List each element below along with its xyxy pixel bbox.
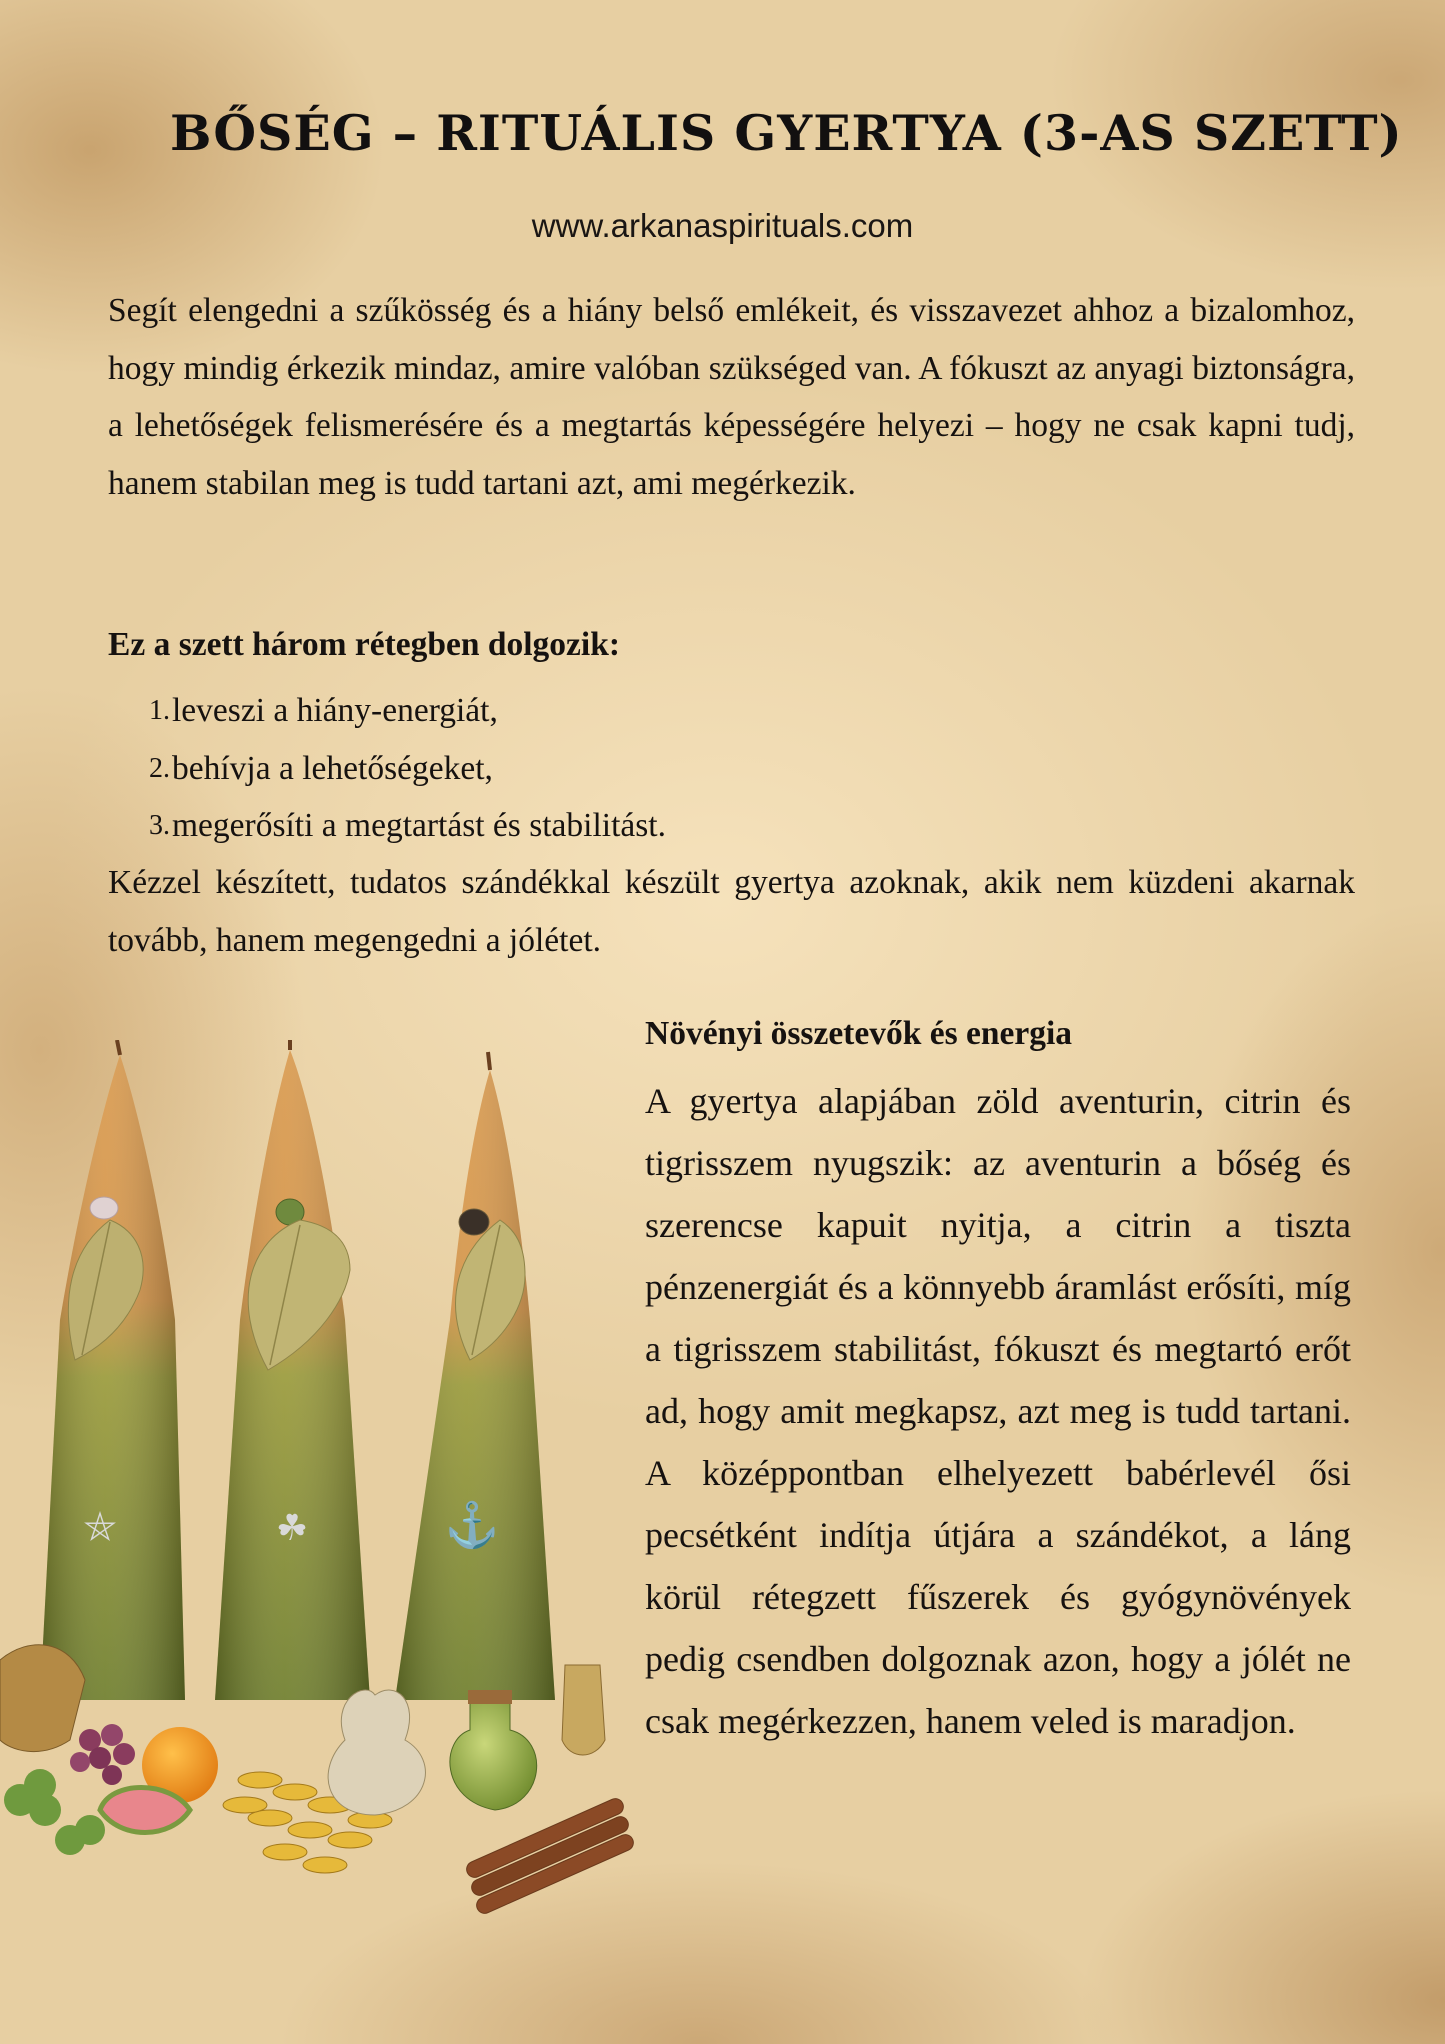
svg-text:⛤: ⛤ <box>84 1504 116 1550</box>
candles-illustration <box>0 1040 640 2040</box>
page-title: BŐSÉG – RITUÁLIS GYERTYA (3-AS SZETT) <box>170 104 1403 162</box>
candle-clover <box>215 1040 370 1700</box>
herbs-paragraph: A gyertya alapjában zöld aventurin, citrin és tigrisszem nyugszik: az aventurin a bőség és szerencse kapuit nyitja, a citrin a tiszta pénzenergiát és a könnyebb áramlást erősíti, míg a tigrisszem stabilitást, fókuszt és megtartó erőt ad, hogy amit megkapsz, azt meg is tudd tartani. A középpontban elhelyezett babérlevél ősi pecsétként indítja útjára a szándékot, a láng körül rétegzett fűszerek és gyógynövények pedig csendben dolgoznak azon, hogy a jólét ne csak megérkezzen, hanem veled is maradjon. <box>645 1081 1351 1741</box>
cinnamon-sticks <box>464 1796 636 1916</box>
candle-pentacle <box>40 1040 185 1700</box>
fig <box>100 1788 190 1833</box>
coin-pouch <box>328 1690 425 1815</box>
list-number: 3. <box>149 810 170 841</box>
closing-paragraph: Kézzel készített, tudatos szándékkal készült gyertya azoknak, akik nem küzdeni akarnak tovább, hanem megengedni a jólétet. <box>108 864 1355 959</box>
svg-text:☘: ☘ <box>275 1508 309 1549</box>
layers-list <box>108 682 666 855</box>
list-text: leveszi a hiány-energiát, <box>172 692 498 729</box>
list-number: 1. <box>149 695 170 726</box>
list-item <box>108 797 666 855</box>
list-item <box>108 740 666 798</box>
intro-paragraph: Segít elengedni a szűkösség és a hiány belső emlékeit, és visszavezet ahhoz a bizalomhoz, hogy mindig érkezik mindaz, amire valóban szükséged van. A fókuszt az anyagi biztonságra, a lehetőségek felismerésére és a megtartás képességére helyezi – hogy ne csak kapni tudj, hanem stabilan meg is tudd tartani azt, ami megérkezik. <box>108 292 1355 502</box>
potion-bottle <box>450 1700 537 1810</box>
list-number: 2. <box>149 752 170 784</box>
list-text: megerősíti a megtartást és stabilitást. <box>172 807 666 844</box>
herbs-heading: Növényi összetevők és energia <box>645 1015 1073 1052</box>
small-vial <box>562 1665 605 1755</box>
layers-heading: Ez a szett három rétegben dolgozik: <box>108 626 621 663</box>
cornucopia-basket <box>0 1645 85 1752</box>
svg-text:⚓: ⚓ <box>444 1500 500 1551</box>
candle-anchor <box>395 1052 555 1700</box>
website-url[interactable]: www.arkanaspirituals.com <box>531 207 914 244</box>
list-item <box>108 682 666 740</box>
clover-leaves <box>4 1769 105 1855</box>
grapes <box>70 1724 135 1785</box>
list-text: behívja a lehetőségeket, <box>172 749 493 787</box>
bottle-cork <box>468 1690 512 1704</box>
